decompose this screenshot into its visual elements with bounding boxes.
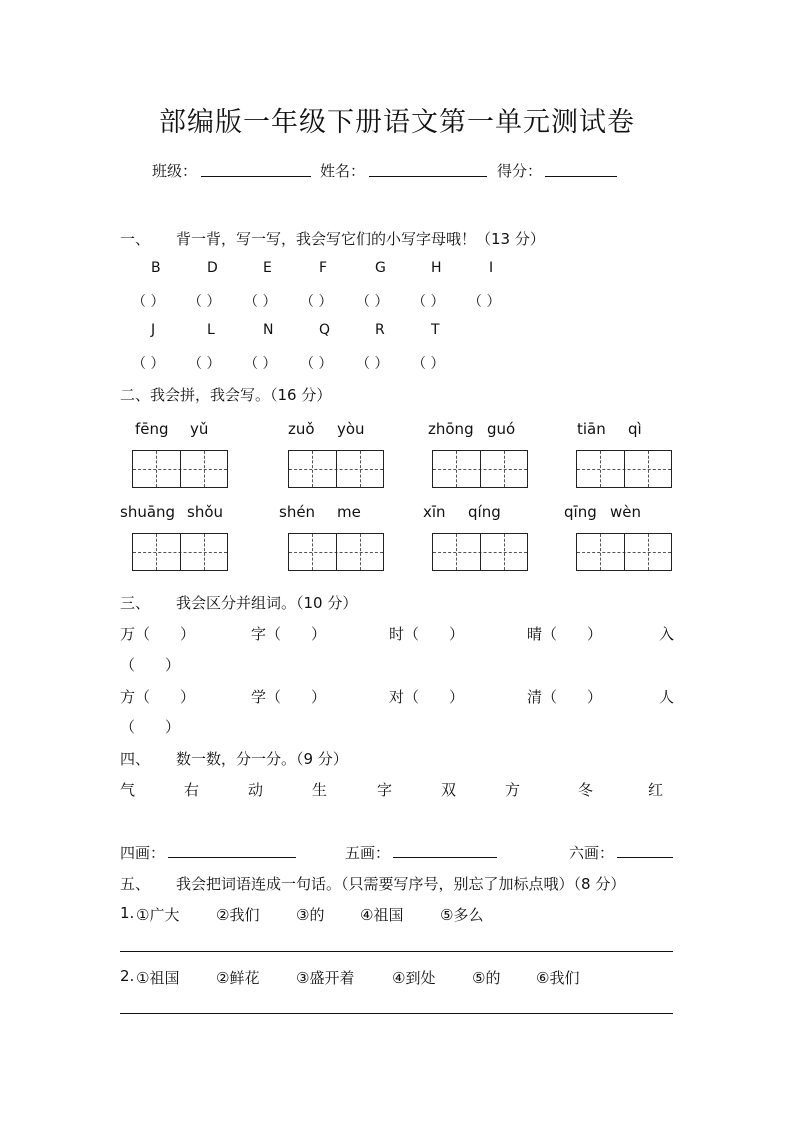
word-item: 方（ ） <box>120 688 196 706</box>
answer-paren[interactable]: （ ） <box>132 356 165 372</box>
letter: I <box>489 260 494 276</box>
word-item: 人 <box>659 688 675 706</box>
pinyin: me <box>337 503 361 521</box>
letter: E <box>263 260 272 276</box>
letter: F <box>319 260 328 276</box>
word-item: 字（ ） <box>251 625 327 643</box>
word-option: ④祖国 <box>360 906 404 924</box>
writing-grid[interactable] <box>432 533 528 571</box>
writing-grid[interactable] <box>576 533 672 571</box>
answer-paren[interactable]: （ ） <box>412 356 445 372</box>
answer-paren[interactable]: （ ） <box>188 294 221 310</box>
section-5-title: 我会把词语连成一句话。（只需要写序号，别忘了加标点哦）（8 分） <box>176 875 626 893</box>
writing-grid[interactable] <box>132 533 228 571</box>
section-4-number: 四、 <box>120 750 151 768</box>
letter: L <box>207 322 215 338</box>
pinyin: zhōng <box>428 420 474 438</box>
char-item: 冬 <box>578 781 594 799</box>
section-1-title: 背一背，写一写，我会写它们的小写字母哦！（13 分） <box>176 230 545 248</box>
word-item: 对（ ） <box>389 688 465 706</box>
writing-grid[interactable] <box>288 450 384 488</box>
answer-paren[interactable]: （ ） <box>412 294 445 310</box>
letter: N <box>263 322 274 338</box>
word-option: ①广大 <box>136 906 180 924</box>
four-stroke-field[interactable] <box>168 843 296 858</box>
word-option: ①祖国 <box>136 969 180 987</box>
answer-line[interactable] <box>120 1013 673 1014</box>
word-item: 入 <box>659 625 675 643</box>
writing-grid[interactable] <box>288 533 384 571</box>
pinyin: yǔ <box>190 420 209 438</box>
letter: D <box>207 260 218 276</box>
char-item: 气 <box>120 781 136 799</box>
word-item-cont: （ ） <box>120 656 181 674</box>
pinyin: xīn <box>423 503 446 521</box>
word-option: ④到处 <box>392 969 436 987</box>
five-stroke-field[interactable] <box>393 843 497 858</box>
word-item-cont: （ ） <box>120 718 181 736</box>
pinyin: shuāng <box>120 503 176 521</box>
name-field[interactable] <box>369 162 487 177</box>
section-4-title: 数一数，分一分。（9 分） <box>176 750 348 768</box>
writing-grid[interactable] <box>576 450 672 488</box>
letter: T <box>431 322 440 338</box>
char-item: 红 <box>648 781 664 799</box>
word-option: ⑤的 <box>472 969 501 987</box>
section-5-number: 五、 <box>120 875 151 893</box>
answer-paren[interactable]: （ ） <box>188 356 221 372</box>
five-stroke-label: 五画： <box>345 844 391 862</box>
class-field[interactable] <box>201 162 311 177</box>
section-1-number: 一、 <box>120 230 151 248</box>
section-3-title: 我会区分并组词。（10 分） <box>176 594 358 612</box>
pinyin: yòu <box>337 420 365 438</box>
char-item: 生 <box>312 781 328 799</box>
char-item: 右 <box>184 781 200 799</box>
answer-paren[interactable]: （ ） <box>356 294 389 310</box>
letter: J <box>151 322 156 338</box>
word-item: 学（ ） <box>251 688 327 706</box>
page-title: 部编版一年级下册语文第一单元测试卷 <box>159 107 635 138</box>
char-item: 方 <box>505 781 521 799</box>
question-number: 1. <box>120 904 135 922</box>
score-field[interactable] <box>545 162 617 177</box>
char-item: 双 <box>441 781 457 799</box>
question-number: 2. <box>120 967 135 985</box>
four-stroke-label: 四画： <box>120 844 166 862</box>
char-item: 字 <box>377 781 393 799</box>
section-3-number: 三、 <box>120 594 151 612</box>
char-item: 动 <box>248 781 264 799</box>
writing-grid[interactable] <box>132 450 228 488</box>
answer-paren[interactable]: （ ） <box>468 294 501 310</box>
class-label: 班级： <box>152 162 198 180</box>
word-option: ⑥我们 <box>536 969 580 987</box>
pinyin: wèn <box>610 503 642 521</box>
letter: B <box>151 260 161 276</box>
answer-paren[interactable]: （ ） <box>356 356 389 372</box>
section-2-title: 二、我会拼，我会写。（16 分） <box>120 386 332 404</box>
letter: G <box>375 260 386 276</box>
word-option: ③盛开着 <box>296 969 355 987</box>
pinyin: qīng <box>564 503 597 521</box>
letter: R <box>375 322 385 338</box>
word-option: ②我们 <box>216 906 260 924</box>
pinyin: guó <box>487 420 516 438</box>
answer-paren[interactable]: （ ） <box>300 294 333 310</box>
word-item: 晴（ ） <box>527 625 603 643</box>
answer-paren[interactable]: （ ） <box>244 294 277 310</box>
word-option: ②鲜花 <box>216 969 260 987</box>
pinyin: zuǒ <box>288 420 315 438</box>
pinyin: shén <box>279 503 316 521</box>
pinyin: tiān <box>577 420 606 438</box>
answer-line[interactable] <box>120 951 673 952</box>
name-label: 姓名： <box>320 162 366 180</box>
six-stroke-label: 六画： <box>569 844 615 862</box>
pinyin: qíng <box>468 503 501 521</box>
score-label: 得分： <box>497 162 543 180</box>
word-option: ⑤多么 <box>440 906 484 924</box>
letter: Q <box>319 322 331 338</box>
answer-paren[interactable]: （ ） <box>244 356 277 372</box>
six-stroke-field[interactable] <box>617 843 673 858</box>
pinyin: shǒu <box>187 503 224 521</box>
word-option: ③的 <box>296 906 325 924</box>
word-item: 万（ ） <box>120 625 196 643</box>
word-item: 时（ ） <box>389 625 465 643</box>
pinyin: qì <box>628 420 642 438</box>
letter: H <box>431 260 442 276</box>
pinyin: fēng <box>135 420 169 438</box>
writing-grid[interactable] <box>432 450 528 488</box>
answer-paren[interactable]: （ ） <box>132 294 165 310</box>
answer-paren[interactable]: （ ） <box>300 356 333 372</box>
word-item: 清（ ） <box>527 688 603 706</box>
